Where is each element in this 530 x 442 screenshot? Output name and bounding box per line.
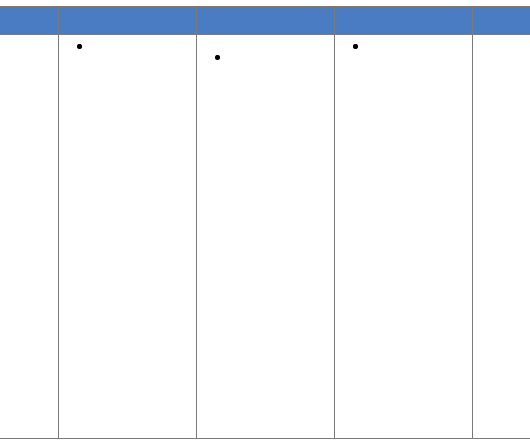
header-wednesday xyxy=(197,7,334,35)
header-tuesday xyxy=(59,7,196,35)
column-wednesday xyxy=(197,7,335,438)
friday-content xyxy=(473,35,530,437)
header-friday xyxy=(473,7,530,35)
column-tuesday xyxy=(59,7,197,438)
header-monday xyxy=(0,7,58,35)
weekly-schedule-table xyxy=(0,6,530,439)
column-monday xyxy=(0,7,59,438)
column-friday xyxy=(473,7,530,438)
tuesday-content xyxy=(59,35,196,437)
monday-content xyxy=(0,35,58,437)
header-thursday xyxy=(335,7,472,35)
column-thursday xyxy=(335,7,473,438)
thursday-content xyxy=(335,35,472,437)
wednesday-content xyxy=(197,35,334,437)
